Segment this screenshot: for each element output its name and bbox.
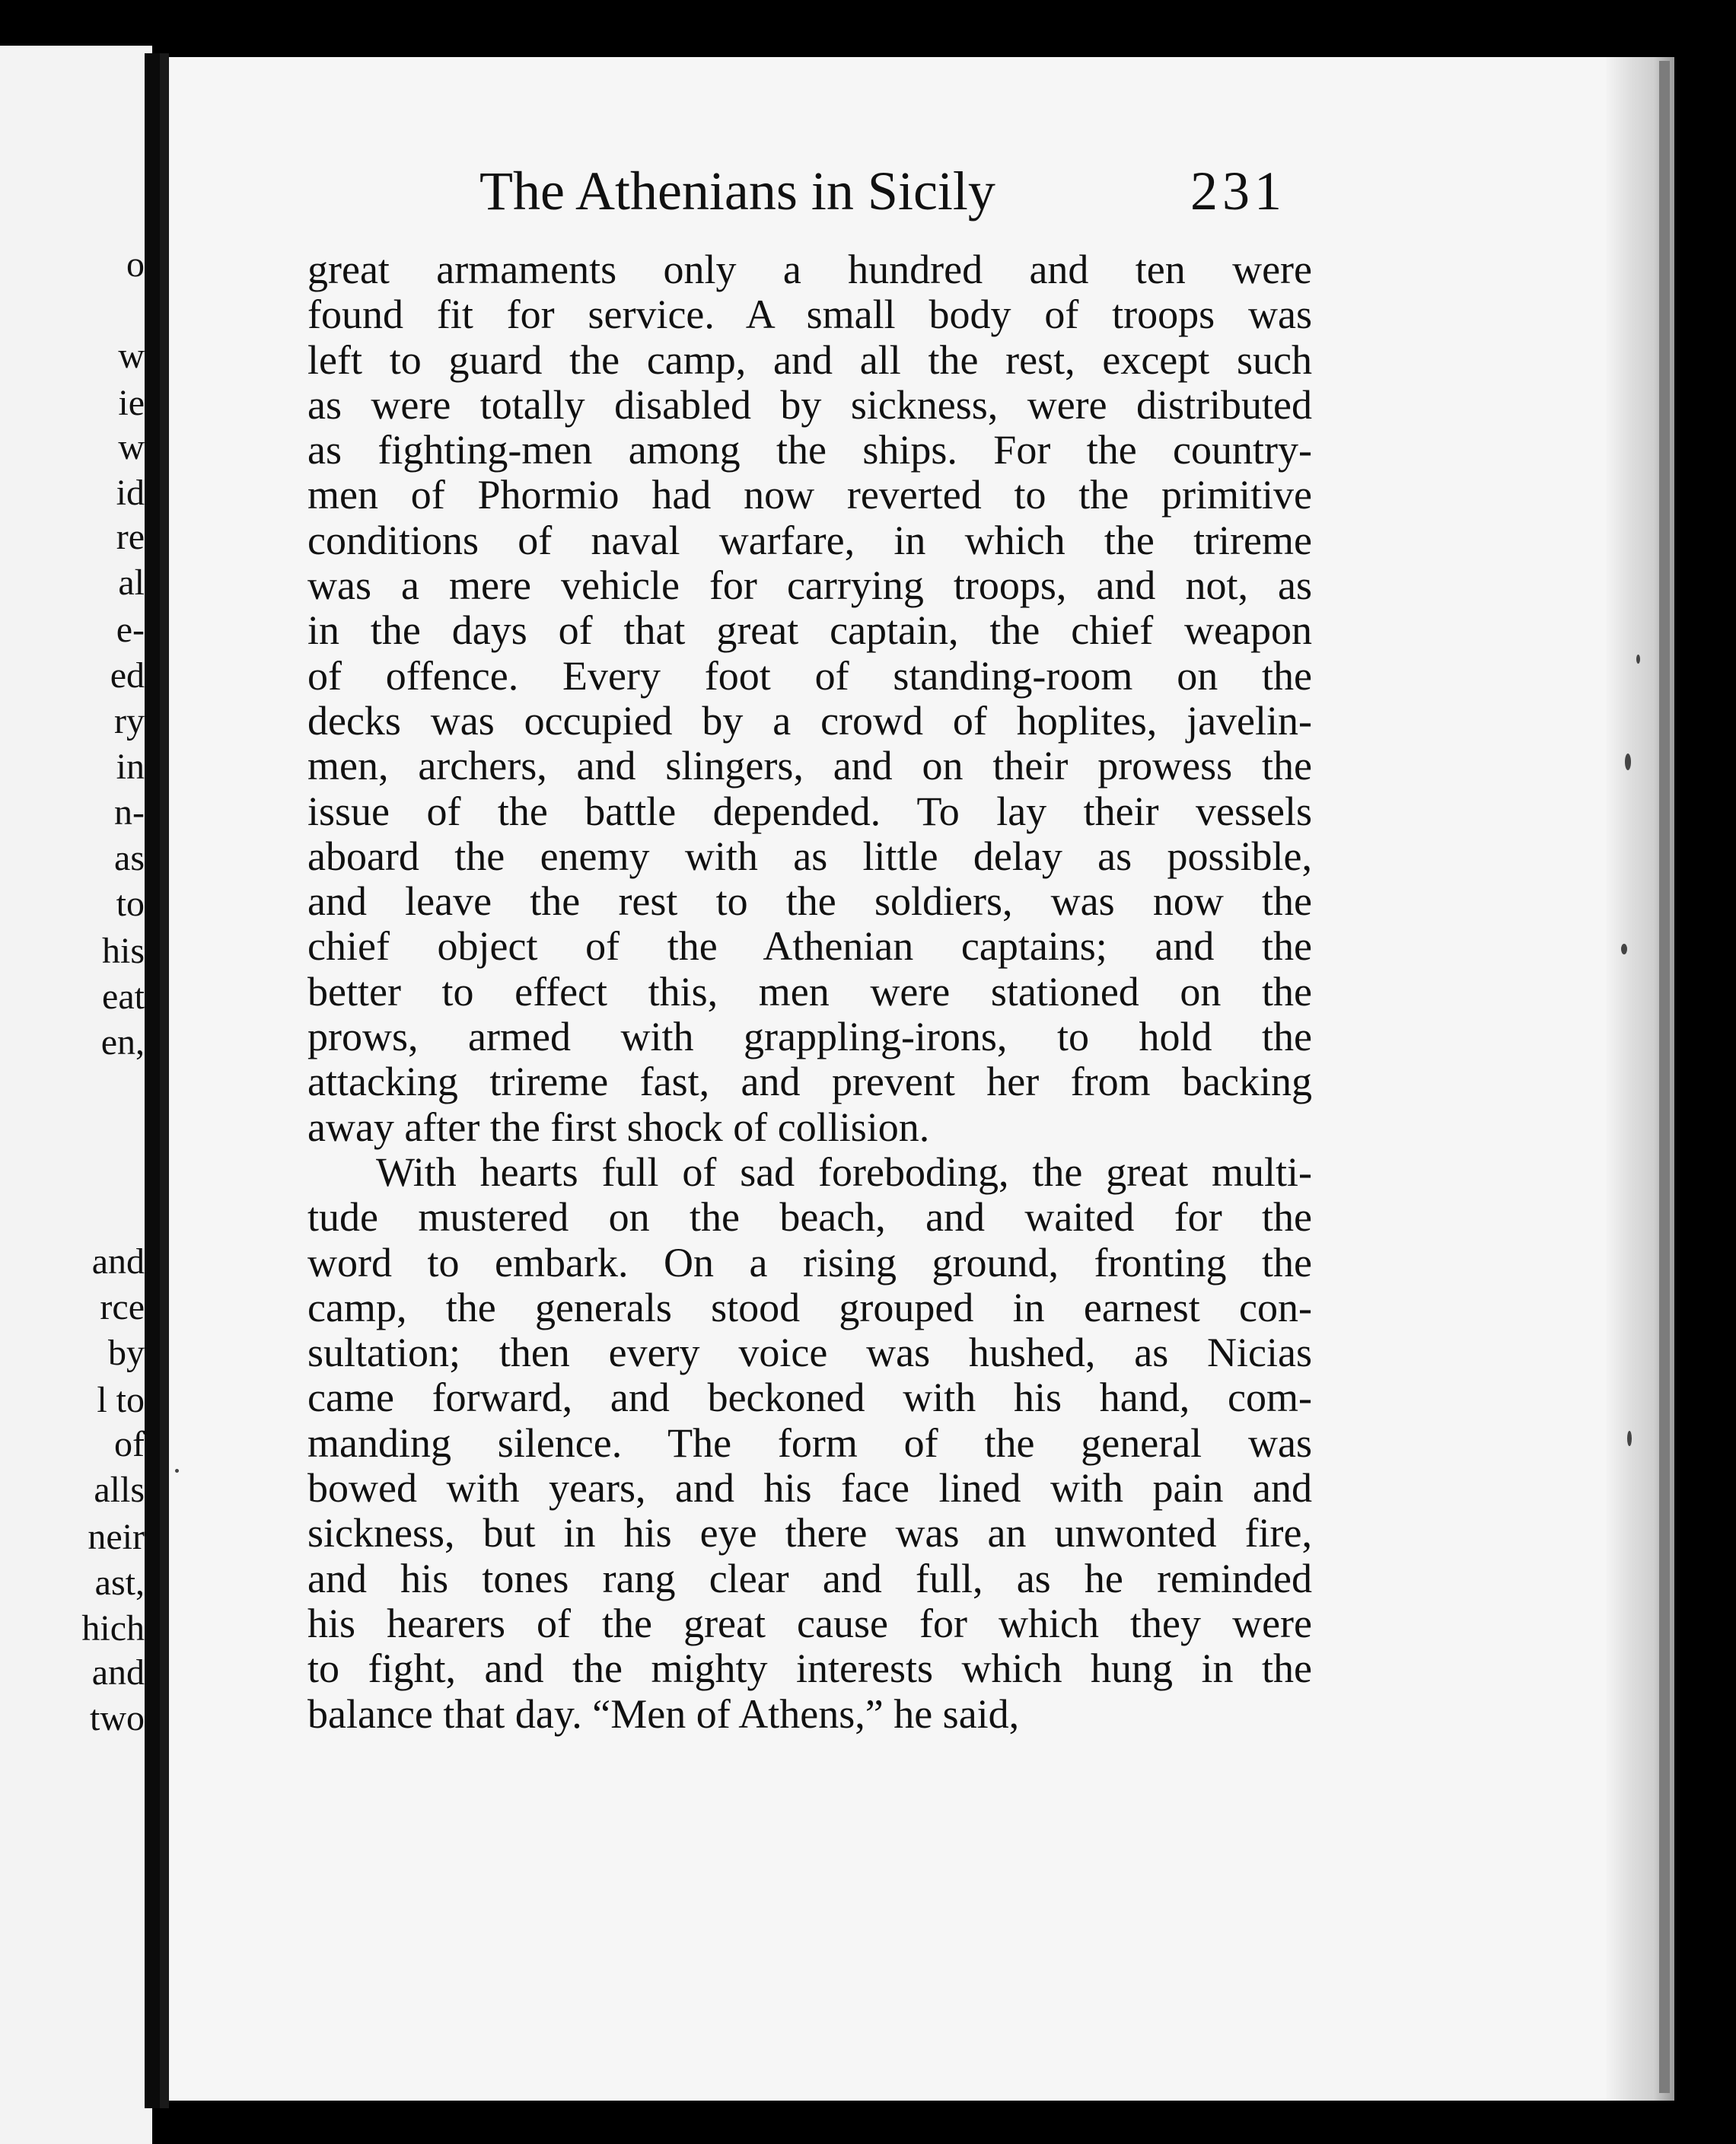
left-facing-page xyxy=(0,46,152,2144)
text-line: camp, the generals stood grouped in earnest con- xyxy=(307,1284,1312,1330)
text-line: in the days of that great captain, the chief weapon xyxy=(307,607,1312,654)
text-line: men, archers, and slingers, and on their prowess the xyxy=(307,743,1312,789)
text-line: bowed with years, and his face lined with pain and xyxy=(307,1465,1312,1512)
text-line: came forward, and beckoned with his hand, com- xyxy=(307,1375,1312,1421)
text-line: aboard the enemy with as little delay as possible, xyxy=(307,833,1312,879)
left-page-fragment: in xyxy=(116,747,145,787)
text-line: to fight, and the mighty interests which hung in the xyxy=(307,1645,1312,1692)
text-line: decks was occupied by a crowd of hoplites, javelin- xyxy=(307,697,1312,744)
page-number: 231 xyxy=(1190,161,1286,221)
text-line: was a mere vehicle for carrying troops, and not, as xyxy=(307,562,1312,609)
left-page-fragment: o xyxy=(126,244,145,285)
text-line: great armaments only a hundred and ten were xyxy=(307,247,1312,292)
left-page-fragment: hich xyxy=(81,1608,145,1649)
text-line: attacking trireme fast, and prevent her from backing xyxy=(307,1059,1312,1105)
page-edge-line xyxy=(1659,61,1670,2093)
left-page-fragment: n- xyxy=(114,792,145,833)
left-page-fragment: w xyxy=(118,336,145,376)
left-page-fragment: e- xyxy=(116,610,145,650)
text-line: prows, armed with grappling-irons, to hold the xyxy=(307,1014,1312,1060)
text-line: as were totally disabled by sickness, were distributed xyxy=(307,381,1312,428)
text-line: men of Phormio had now reverted to the primitive xyxy=(307,472,1312,518)
text-line: conditions of naval warfare, in which the trireme xyxy=(307,517,1312,563)
left-page-fragment: to xyxy=(116,884,145,924)
left-page-fragment: of xyxy=(114,1424,145,1464)
left-page-fragment: eat xyxy=(102,976,145,1017)
text-line: balance that day. “Men of Athens,” he said, xyxy=(307,1690,1020,1737)
left-page-fragment: w xyxy=(118,427,145,467)
text-line: manding silence. The form of the general was xyxy=(307,1419,1312,1466)
left-page-fragment: en, xyxy=(100,1022,145,1062)
text-line: tude mustered on the beach, and waited for the xyxy=(307,1194,1312,1241)
text-line: his hearers of the great cause for which they were xyxy=(307,1600,1312,1646)
left-page-fragment: al xyxy=(118,562,145,603)
running-head xyxy=(479,160,1286,228)
left-page-fragment: ie xyxy=(118,383,145,423)
left-page-fragment: and xyxy=(91,1241,145,1282)
text-line: and leave the rest to the soldiers, was now the xyxy=(307,878,1312,925)
left-page-fragment: ed xyxy=(110,655,145,696)
left-page-fragment: alls xyxy=(94,1470,145,1510)
paragraph-2 xyxy=(307,1150,1312,1737)
text-line: issue of the battle depended. To lay their vessels xyxy=(307,788,1312,834)
text-line: as fighting-men among the ships. For the country- xyxy=(307,427,1312,473)
left-page-fragment: l to xyxy=(97,1380,145,1420)
text-line: left to guard the camp, and all the rest, except such xyxy=(307,336,1312,383)
left-page-fragment: as xyxy=(114,838,145,878)
left-page-fragment: re xyxy=(116,517,145,557)
text-line: of offence. Every foot of standing-room on the xyxy=(307,652,1312,699)
left-page-fragment: ast, xyxy=(94,1563,145,1603)
text-line: found fit for service. A small body of troops was xyxy=(307,291,1312,338)
text-line: chief object of the Athenian captains; and the xyxy=(307,923,1312,970)
text-line: better to effect this, men were stationed on the xyxy=(307,968,1312,1015)
left-page-fragment: and xyxy=(91,1652,145,1693)
text-line: away after the first shock of collision. xyxy=(307,1104,930,1150)
text-line: sultation; then every voice was hushed, as Nicias xyxy=(307,1330,1312,1376)
left-page-fragment: ry xyxy=(114,701,145,741)
text-line: and his tones rang clear and full, as he reminded xyxy=(307,1555,1312,1601)
paragraph-1 xyxy=(307,247,1312,1150)
left-page-fragment: id xyxy=(116,473,145,513)
left-page-fragment: rce xyxy=(100,1287,145,1327)
left-page-fragment: by xyxy=(108,1333,145,1373)
left-page-fragment: neir xyxy=(88,1517,145,1557)
body-text xyxy=(307,247,1312,1737)
gutter-shadow xyxy=(160,53,169,2108)
text-line: sickness, but in his eye there was an unwonted fire, xyxy=(307,1510,1312,1556)
running-head-title: The Athenians in Sicily xyxy=(479,161,995,221)
left-page-fragment: two xyxy=(90,1698,145,1738)
text-line: word to embark. On a rising ground, fronting the xyxy=(307,1239,1312,1285)
left-page-fragment: his xyxy=(101,931,145,971)
text-line: With hearts full of sad foreboding, the great multi- xyxy=(376,1148,1312,1195)
